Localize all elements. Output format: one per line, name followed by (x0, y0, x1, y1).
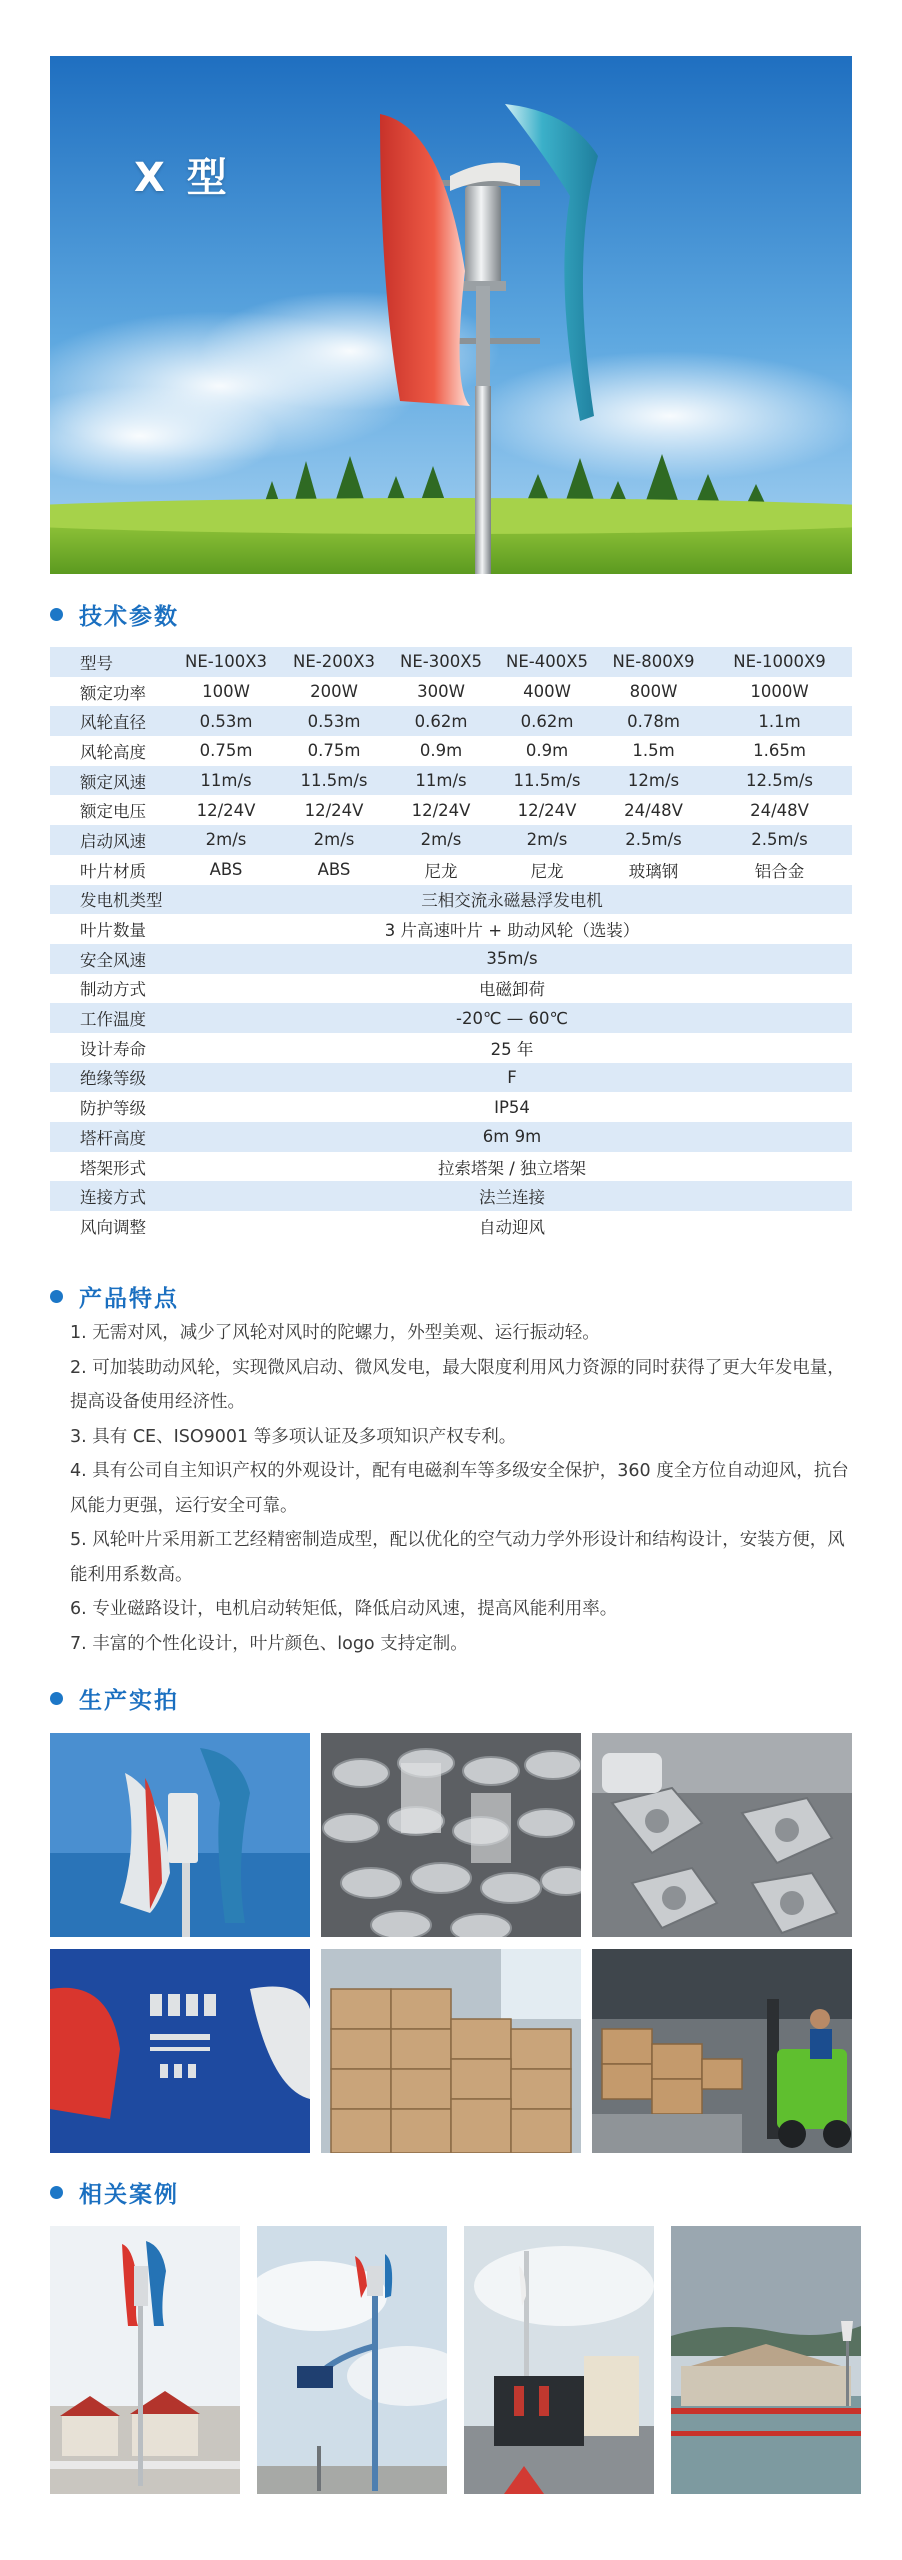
spec-model-header: NE-1000X9 (733, 652, 826, 672)
spec-cell-value: 25 年 (490, 1039, 534, 1059)
spec-cell-label: 额定电压 (80, 802, 146, 822)
hero-banner (50, 56, 852, 574)
spec-cell-label: 叶片数量 (80, 921, 146, 941)
spec-row (50, 914, 852, 944)
case-photo-cabinet (464, 2226, 654, 2494)
bullet-dot-icon (50, 2186, 63, 2199)
spec-cell-label: 风向调整 (80, 1217, 146, 1237)
production-photo-turbine (50, 1733, 310, 1937)
spec-row (50, 885, 852, 915)
spec-cell-value: 35m/s (486, 949, 538, 969)
spec-cell-value: 11.5m/s (513, 771, 581, 791)
production-photo-flanges (321, 1733, 581, 1937)
spec-cell-value: 2m/s (420, 830, 462, 850)
spec-cell-value: 800W (629, 682, 678, 702)
production-photo-components (50, 1949, 310, 2153)
spec-cell-value: 1000W (750, 682, 809, 702)
spec-cell-value: 自动迎风 (479, 1217, 545, 1237)
spec-cell-value: IP54 (494, 1097, 530, 1117)
spec-cell-value: 1.65m (753, 741, 806, 761)
bullet-dot-icon (50, 1290, 63, 1303)
spec-row (50, 766, 852, 796)
spec-row (50, 1181, 852, 1211)
feature-list (70, 1316, 860, 1661)
spec-cell-label: 设计寿命 (80, 1039, 146, 1059)
spec-cell-value: 尼龙 (530, 861, 564, 881)
feature-item: 4. 具有公司自主知识产权的外观设计，配有电磁刹车等多级安全保护，360 度全方位自动迎风，抗台风能力更强，运行安全可靠。 (70, 1461, 849, 1516)
bullet-dot-icon (50, 1692, 63, 1705)
case-photo-fish-farm (671, 2226, 861, 2494)
spec-cell-label: 风轮高度 (80, 742, 146, 762)
production-photo-boxes (321, 1949, 581, 2153)
section-title-cases: 相关案例 (79, 2181, 179, 2208)
spec-cell-value: 2m/s (526, 830, 568, 850)
spec-cell-label: 绝缘等级 (80, 1069, 146, 1089)
spec-cell-label: 塔杆高度 (80, 1128, 146, 1148)
spec-cell-value: 玻璃钢 (628, 861, 679, 881)
spec-cell-value: 拉索塔架 / 独立塔架 (437, 1158, 587, 1178)
spec-cell-value: 铝合金 (754, 861, 805, 881)
section-heading-specs (50, 597, 179, 631)
spec-row (50, 944, 852, 974)
spec-cell-value: 2.5m/s (625, 830, 682, 850)
spec-row (50, 1122, 852, 1152)
spec-cell-value: 200W (310, 682, 358, 702)
spec-cell-value: 0.9m (419, 741, 463, 761)
spec-cell-value: 尼龙 (424, 861, 458, 881)
feature-item: 7. 丰富的个性化设计，叶片颜色、logo 支持定制。 (70, 1633, 468, 1654)
spec-model-header: NE-800X9 (612, 652, 695, 672)
spec-cell-value: 1.5m (632, 741, 675, 761)
spec-row (50, 855, 852, 885)
case-photo-streetlight (257, 2226, 447, 2494)
section-title-production: 生产实拍 (79, 1687, 179, 1714)
section-title-specs: 技术参数 (79, 603, 179, 630)
spec-cell-label: 额定风速 (80, 772, 146, 792)
spec-cell-label: 风轮直径 (80, 713, 146, 733)
spec-cell-value: 2m/s (205, 830, 247, 850)
spec-model-header: NE-300X5 (399, 652, 483, 672)
spec-cell-value: 11m/s (415, 771, 467, 791)
hero-title: X 型 (134, 155, 231, 201)
spec-cell-value: 12/24V (517, 800, 577, 820)
spec-cell-value: 24/48V (624, 800, 683, 820)
spec-cell-value: 12.5m/s (746, 771, 813, 791)
spec-cell-value: 100W (202, 682, 250, 702)
feature-item: 6. 专业磁路设计，电机启动转矩低，降低启动风速，提高风能利用率。 (70, 1599, 618, 1619)
spec-cell-value: 24/48V (750, 800, 809, 820)
spec-cell-label: 发电机类型 (80, 891, 163, 911)
spec-row (50, 1092, 852, 1122)
spec-row (50, 1003, 852, 1033)
spec-model-header: NE-400X5 (505, 652, 589, 672)
spec-cell-value: 三相交流永磁悬浮发电机 (421, 891, 603, 911)
spec-cell-value: ABS (209, 860, 243, 880)
spec-cell-label: 安全风速 (80, 950, 146, 970)
spec-cell-label: 塔架形式 (80, 1158, 146, 1178)
spec-cell-value: 0.62m (414, 711, 468, 731)
spec-cell-value: 11.5m/s (300, 771, 368, 791)
spec-row (50, 1152, 852, 1182)
spec-cell-value: 0.53m (307, 711, 361, 731)
spec-row (50, 736, 852, 766)
spec-cell-value: 2m/s (313, 830, 355, 850)
spec-cell-label: 型号 (80, 653, 113, 673)
spec-cell-value: 11m/s (200, 771, 252, 791)
spec-cell-label: 制动方式 (80, 980, 146, 1000)
spec-model-header: NE-200X3 (292, 652, 376, 672)
spec-row (50, 974, 852, 1004)
spec-cell-label: 连接方式 (80, 1188, 146, 1208)
spec-cell-value: 0.62m (520, 711, 574, 731)
spec-cell-label: 叶片材质 (80, 861, 146, 881)
hero-turbine-image (50, 56, 852, 574)
spec-row (50, 1211, 852, 1241)
spec-table-body (50, 647, 852, 1241)
spec-cell-value: -20℃ — 60℃ (456, 1008, 568, 1028)
feature-item: 1. 无需对风，减少了风轮对风时的陀螺力，外型美观、运行振动轻。 (70, 1323, 600, 1343)
spec-cell-value: 400W (523, 682, 571, 702)
spec-row (50, 677, 852, 707)
spec-cell-value: 2.5m/s (751, 830, 808, 850)
spec-cell-value: 0.75m (199, 741, 253, 761)
production-photo-forklift (592, 1949, 852, 2153)
spec-cell-value: 0.75m (307, 741, 361, 761)
spec-cell-value: 300W (417, 682, 465, 702)
production-photo-rotor-parts (592, 1733, 852, 1937)
spec-cell-value: 3 片高速叶片 + 助动风轮（选装） (384, 921, 640, 941)
feature-item: 3. 具有 CE、ISO9001 等多项认证及多项知识产权专利。 (70, 1426, 517, 1447)
spec-cell-value: 12/24V (411, 800, 471, 820)
spec-cell-value: F (507, 1067, 517, 1087)
spec-table (50, 647, 852, 1241)
spec-cell-value: ABS (317, 860, 351, 880)
spec-row (50, 795, 852, 825)
spec-cell-value: 电磁卸荷 (479, 980, 545, 1000)
spec-row (50, 1033, 852, 1063)
section-heading-production (50, 1681, 179, 1715)
spec-cell-value: 0.53m (199, 711, 253, 731)
spec-cell-label: 工作温度 (80, 1010, 146, 1030)
section-title-features: 产品特点 (79, 1285, 179, 1312)
spec-cell-value: 法兰连接 (479, 1188, 545, 1208)
spec-cell-label: 额定功率 (80, 683, 146, 703)
spec-cell-label: 防护等级 (80, 1099, 146, 1119)
spec-row (50, 825, 852, 855)
spec-cell-value: 1.1m (758, 711, 801, 731)
feature-item: 5. 风轮叶片采用新工艺经精密制造成型，配以优化的空气动力学外形设计和结构设计，安装方便，风能利用系数高。 (70, 1530, 845, 1585)
spec-cell-value: 12/24V (304, 800, 364, 820)
spec-cell-value: 0.78m (627, 711, 680, 731)
section-heading-cases (50, 2175, 179, 2209)
feature-item: 2. 可加装助动风轮，实现微风启动、微风发电，最大限度利用风力资源的同时获得了更大年发电量，提高设备使用经济性。 (70, 1357, 845, 1412)
spec-cell-value: 12/24V (196, 800, 256, 820)
spec-cell-label: 启动风速 (80, 831, 146, 851)
spec-cell-value: 0.9m (525, 741, 569, 761)
spec-header-row (50, 647, 852, 677)
spec-row (50, 1063, 852, 1093)
spec-cell-value: 12m/s (627, 771, 680, 791)
spec-cell-value: 6m 9m (482, 1127, 542, 1147)
case-photo-rooftop (50, 2226, 240, 2494)
spec-model-header: NE-100X3 (184, 652, 268, 672)
bullet-dot-icon (50, 608, 63, 621)
spec-row (50, 706, 852, 736)
section-heading-features (50, 1279, 179, 1313)
